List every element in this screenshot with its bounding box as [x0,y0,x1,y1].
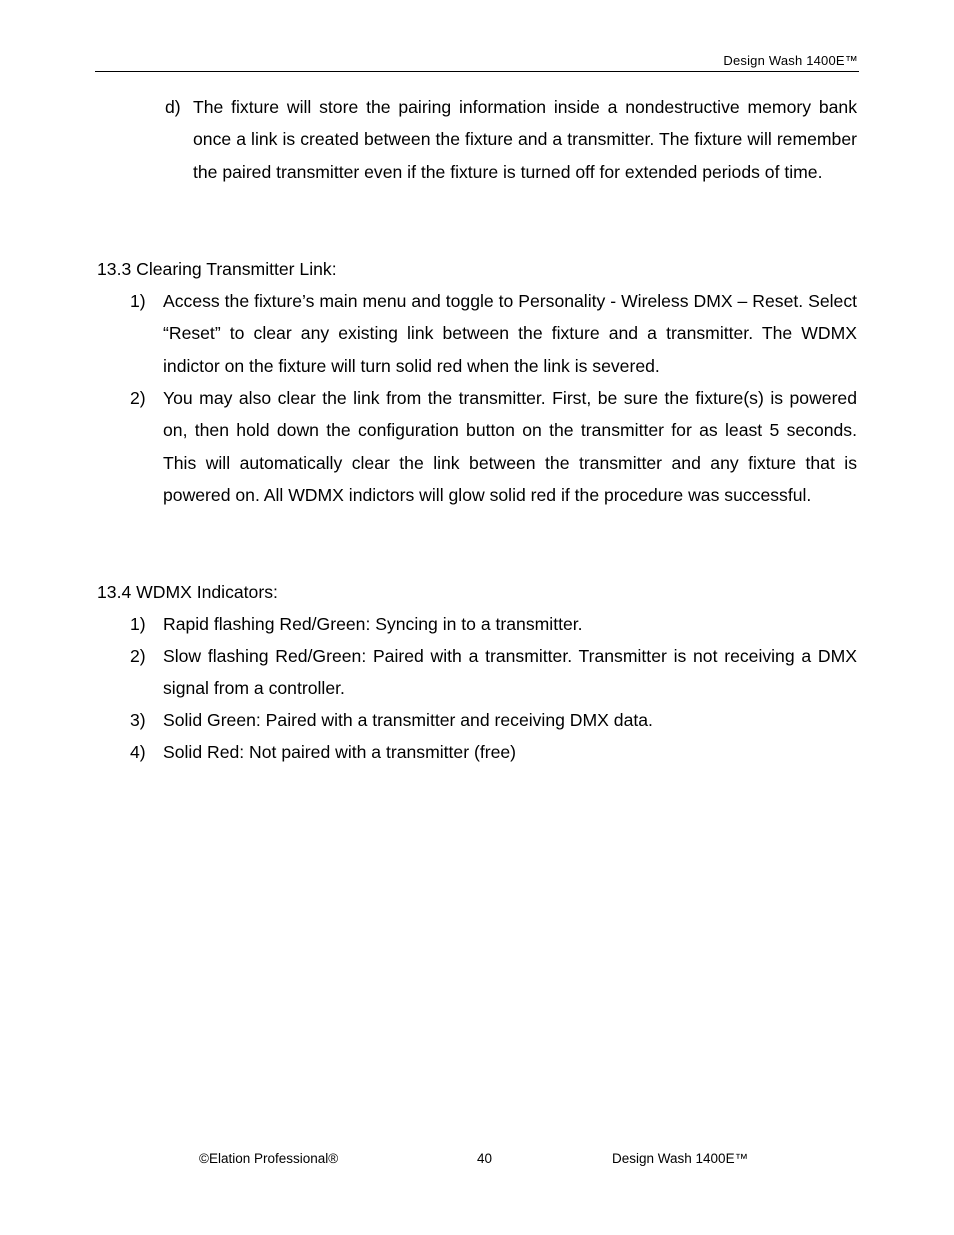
header-title: Design Wash 1400E™ [723,53,858,68]
header-rule [95,71,859,72]
list-item-marker: 1) [130,291,146,311]
item-d-marker: d) [165,97,181,117]
list-item-marker: 1) [130,614,146,634]
footer-page-number: 40 [477,1151,493,1166]
section-13-4-heading: 13.4 WDMX Indicators: [97,582,278,602]
list-item-marker: 2) [130,646,146,666]
footer-copyright: ©Elation Professional® [199,1151,339,1166]
item-d-text: The fixture will store the pairing information inside a nondestructive memory bank once a link is created between the fixture and a transmitter. The fixture will remember the paired transmitter even if the fixture is turned off for extended periods of time. [193,97,857,182]
list-item: Slow flashing Red/Green: Paired with a transmitter. Transmitter is not receiving a DMX signal from a controller. [163,646,857,699]
list-item-marker: 2) [130,388,146,408]
list-item: Access the fixture’s main menu and toggle to Personality - Wireless DMX – Reset. Select “Reset” to clear any existing link between the fixture and a transmitter. The WDMX indictor on the fixture will turn solid red when the link is severed. [163,291,857,376]
list-item: Rapid flashing Red/Green: Syncing in to a transmitter. [163,614,583,634]
list-item-marker: 4) [130,742,146,762]
list-item: You may also clear the link from the transmitter. First, be sure the fixture(s) is powered on, then hold down the configuration button on the transmitter for as least 5 seconds. This will automatically clear the link between the transmitter and any fixture that is powered on. All WDMX indictors will glow solid red if the procedure was successful. [163,388,857,505]
list-item: Solid Green: Paired with a transmitter and receiving DMX data. [163,710,653,730]
list-item-marker: 3) [130,710,146,730]
list-item: Solid Red: Not paired with a transmitter (free) [163,742,516,762]
footer-product-name: Design Wash 1400E™ [612,1151,749,1166]
section-13-3-heading: 13.3 Clearing Transmitter Link: [97,259,337,279]
